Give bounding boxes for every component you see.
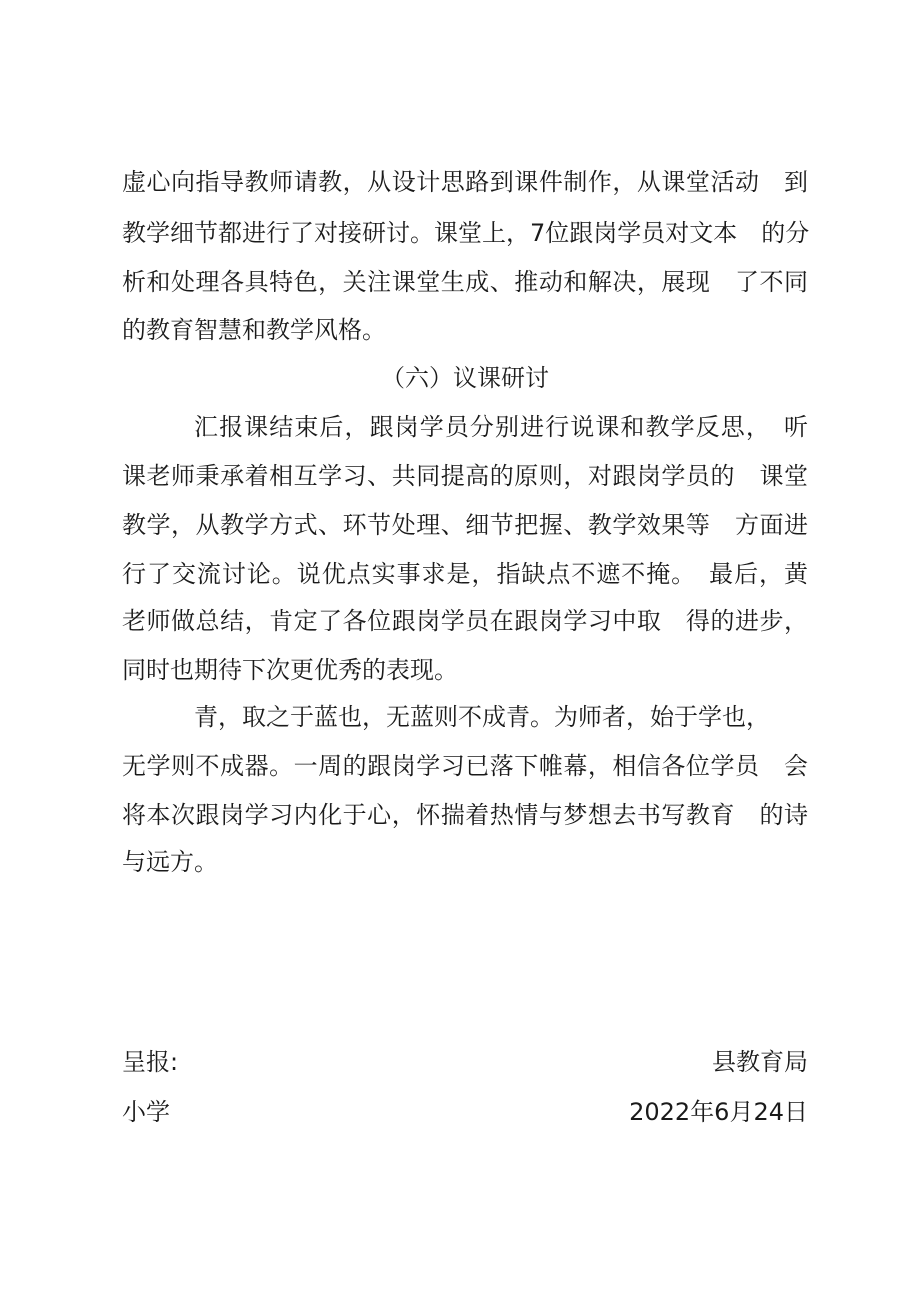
- paragraph-1-line-2: 教学细节都进行了对接研讨。课堂上，7位跟岗学员对文本 的分: [122, 219, 810, 247]
- sender-name: 小学: [122, 1098, 170, 1126]
- paragraph-3-line-4: 与远方。: [122, 848, 218, 876]
- paragraph-2-line-6: 同时也期待下次更优秀的表现。: [122, 656, 458, 684]
- paragraph-2-line-1: 汇报课结束后，跟岗学员分别进行说课和教学反思， 听: [194, 413, 808, 441]
- paragraph-3-line-3: 将本次跟岗学习内化于心，怀揣着热情与梦想去书写教育 的诗: [122, 801, 808, 829]
- paragraph-3-line-1: 青，取之于蓝也，无蓝则不成青。为师者，始于学也，: [194, 703, 770, 731]
- paragraph-2-line-5: 老师做总结，肯定了各位跟岗学员在跟岗学习中取 得的进步，: [122, 607, 808, 635]
- paragraph-2-line-4: 行了交流讨论。说优点实事求是，指缺点不遮不掩。 最后，黄: [122, 560, 808, 588]
- section-heading: （六）议课研讨: [381, 364, 549, 392]
- paragraph-2-line-2: 课老师秉承着相互学习、共同提高的原则，对跟岗学员的 课堂: [122, 462, 808, 490]
- paragraph-1-line-1: 虚心向指导教师请教，从设计思路到课件制作，从课堂活动 到: [122, 168, 808, 196]
- paragraph-1-line-3: 析和处理各具特色，关注课堂生成、推动和解决，展现 了不同: [122, 268, 808, 296]
- paragraph-3-line-2: 无学则不成器。一周的跟岗学习已落下帷幕，相信各位学员 会: [122, 752, 808, 780]
- paragraph-1-line-4: 的教育智慧和教学风格。: [122, 316, 386, 344]
- report-to-label: 呈报:: [122, 1048, 179, 1076]
- paragraph-2-line-3: 教学，从教学方式、环节处理、细节把握、教学效果等 方面进: [122, 511, 808, 539]
- report-to-recipient: 县教育局: [712, 1048, 808, 1076]
- report-date: 2022年6月24日: [629, 1098, 808, 1126]
